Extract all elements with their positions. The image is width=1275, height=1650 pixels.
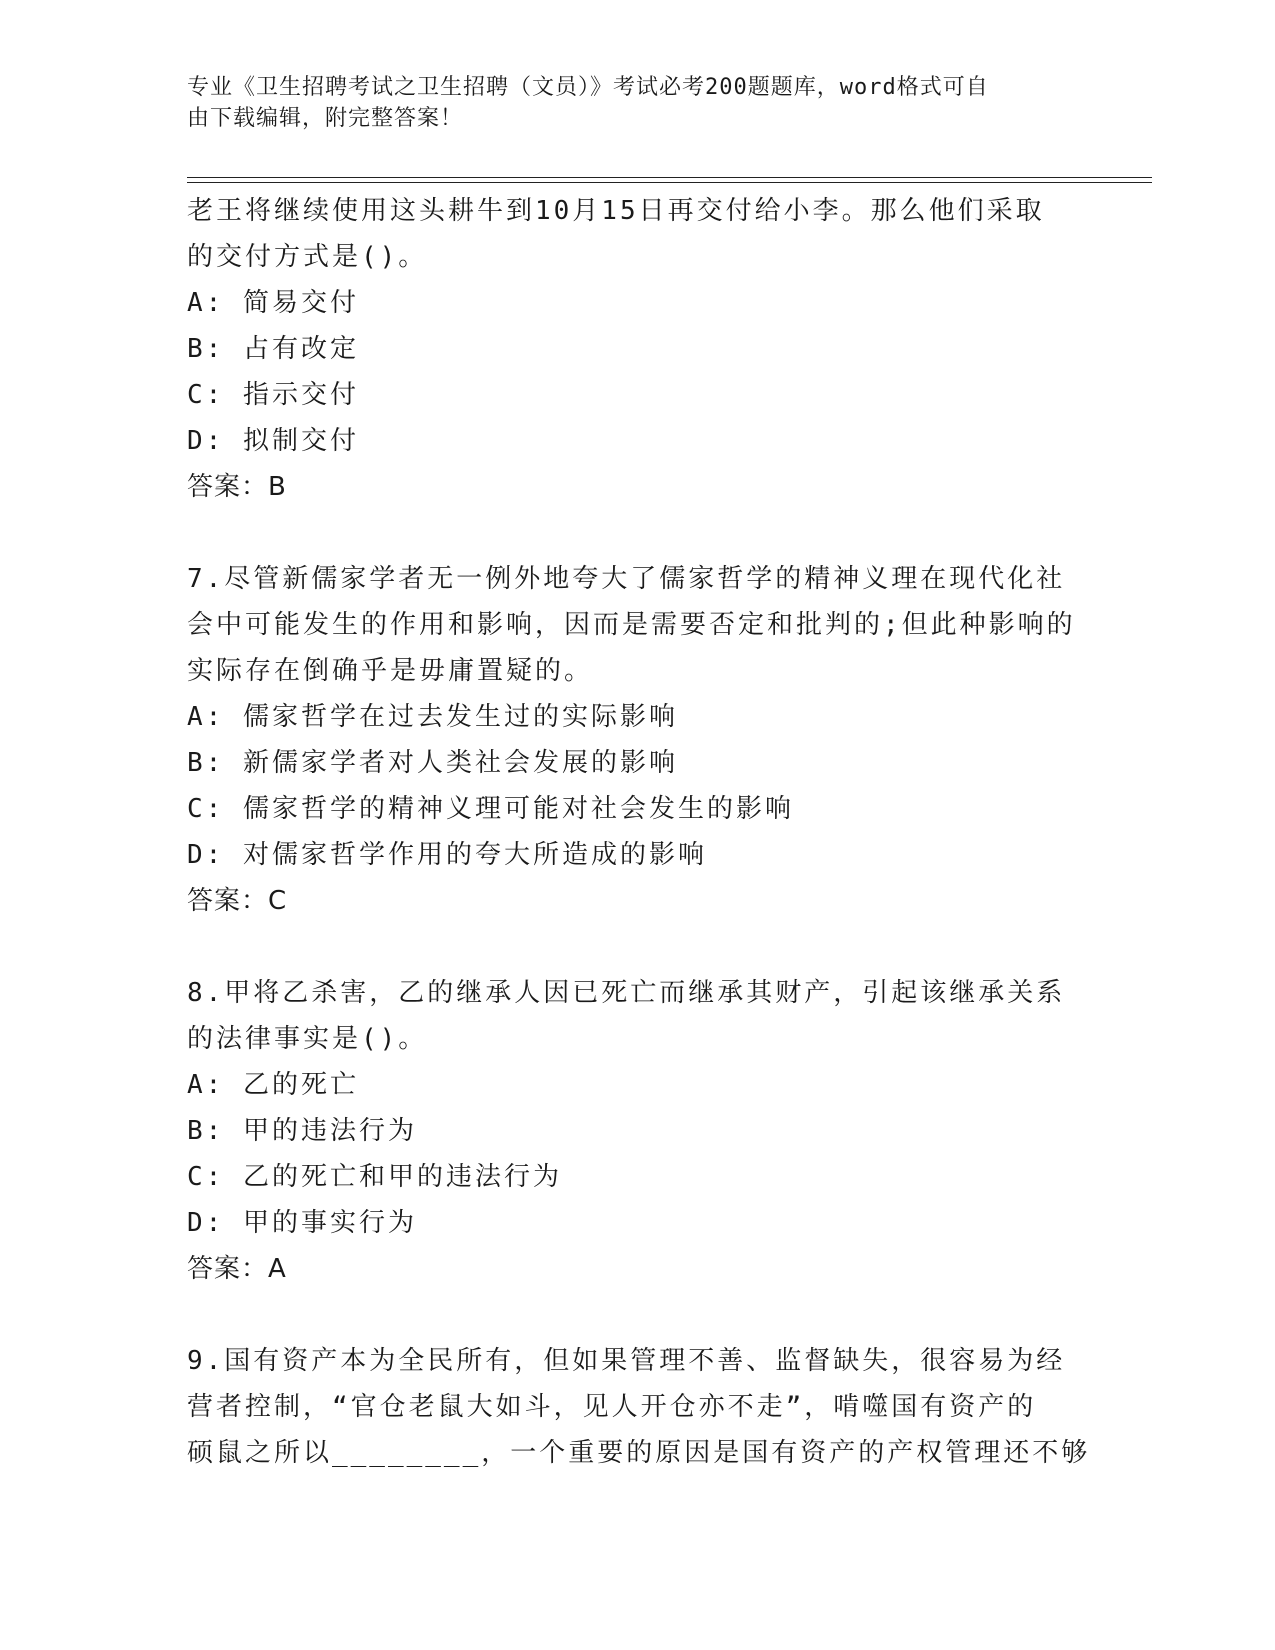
option-a: A: 乙的死亡	[187, 1070, 359, 1100]
option-a: A: 简易交付	[187, 288, 359, 318]
spacer	[187, 1292, 1087, 1338]
option-c: C: 指示交付	[187, 380, 359, 410]
question-6	[187, 188, 1087, 510]
option-d: D: 拟制交付	[187, 426, 359, 456]
option-d: D: 对儒家哲学作用的夸大所造成的影响	[187, 840, 707, 870]
option-c: C: 乙的死亡和甲的违法行为	[187, 1162, 562, 1192]
answer-line: 答案：B	[187, 472, 287, 502]
question-stem-line: 8.甲将乙杀害，乙的继承人因已死亡而继承其财产，引起该继承关系	[187, 978, 1066, 1008]
document-header	[187, 72, 1087, 134]
question-stem-line: 9.国有资产本为全民所有，但如果管理不善、监督缺失，很容易为经	[187, 1346, 1066, 1376]
option-c: C: 儒家哲学的精神义理可能对社会发生的影响	[187, 794, 794, 824]
question-7	[187, 556, 1087, 924]
option-b: B: 占有改定	[187, 334, 359, 364]
question-stem-line: 7.尽管新儒家学者无一例外地夸大了儒家哲学的精神义理在现代化社	[187, 564, 1066, 594]
spacer	[187, 510, 1087, 556]
spacer	[187, 924, 1087, 970]
question-stem-line: 会中可能发生的作用和影响，因而是需要否定和批判的;但此种影响的	[187, 610, 1076, 640]
option-b: B: 新儒家学者对人类社会发展的影响	[187, 748, 678, 778]
option-a: A: 儒家哲学在过去发生过的实际影响	[187, 702, 678, 732]
question-stem-line: 的法律事实是()。	[187, 1024, 428, 1054]
question-stem-line: 营者控制，“官仓老鼠大如斗，见人开仓亦不走”，啃噬国有资产的	[187, 1392, 1037, 1422]
header-line-1: 专业《卫生招聘考试之卫生招聘（文员）》考试必考200题题库，word格式可自	[187, 75, 989, 100]
question-stem-line: 的交付方式是()。	[187, 242, 428, 272]
question-list	[187, 188, 1091, 1476]
question-8	[187, 970, 1087, 1292]
header-line-2: 由下载编辑，附完整答案！	[187, 106, 464, 131]
answer-line: 答案：A	[187, 1254, 287, 1284]
question-stem-line: 实际存在倒确乎是毋庸置疑的。	[187, 656, 594, 686]
answer-line: 答案：C	[187, 886, 288, 916]
header-divider-bottom	[187, 182, 1152, 183]
question-stem-line: 老王将继续使用这头耕牛到10月15日再交付给小李。那么他们采取	[187, 196, 1045, 226]
option-d: D: 甲的事实行为	[187, 1208, 417, 1238]
question-stem-line: 硕鼠之所以________，一个重要的原因是国有资产的产权管理还不够	[187, 1438, 1091, 1468]
header-divider-top	[187, 177, 1152, 178]
question-9	[187, 1338, 1091, 1476]
option-b: B: 甲的违法行为	[187, 1116, 417, 1146]
